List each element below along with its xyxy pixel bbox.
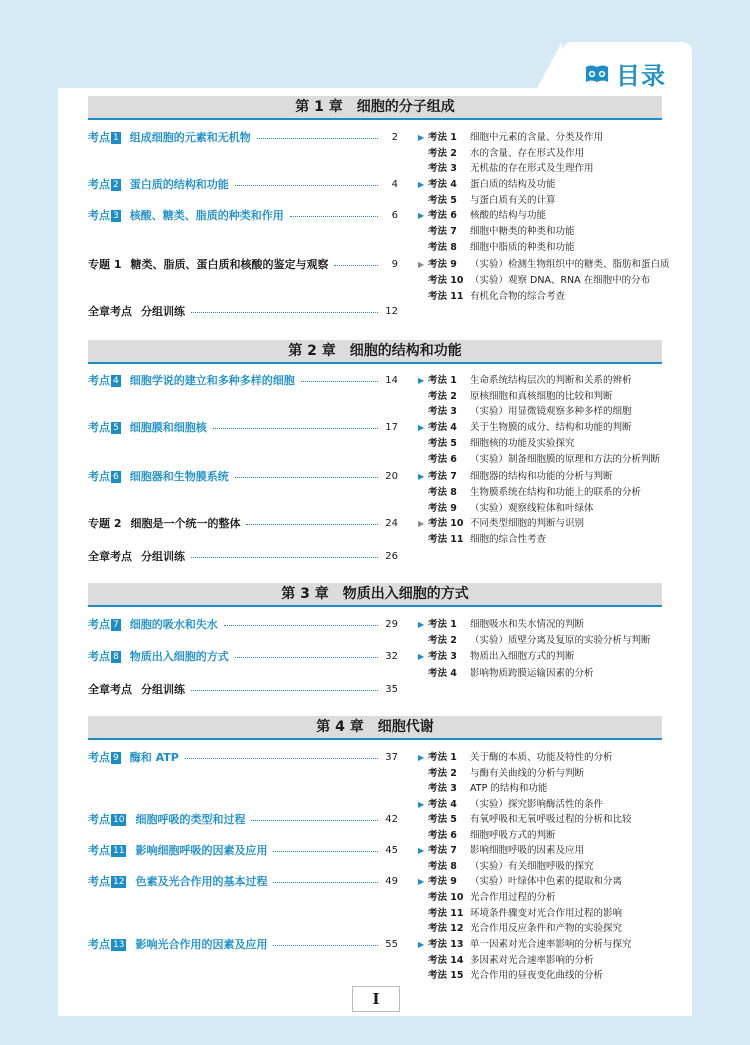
chapter-heading: 第 1 章 细胞的分子组成 [88,96,662,120]
arrow-icon: ▶ [418,423,425,432]
arrow-icon: ▶ [418,376,425,385]
entry-label: 考点 [88,938,110,951]
arrow-icon: ▶ [418,260,425,269]
leader-dots [290,216,378,217]
method-entry[interactable] [418,890,688,905]
arrow-icon: ▶ [418,133,425,142]
entry-number-badge: 8 [113,652,119,662]
method-title: 光合作用过程的分析 [470,892,556,903]
method-label: 考法 2 [428,635,457,646]
method-entry[interactable] [418,273,688,288]
entry-number-badge: 10 [113,815,125,825]
entry-title: 组成细胞的元素和无机物 [129,131,251,144]
entry-title: 酶和 ATP [129,751,179,764]
method-label: 考法 3 [428,163,457,174]
toc-entry[interactable] [88,208,408,224]
arrow-icon: ▶ [418,519,425,528]
method-label: 考法 4 [428,668,457,679]
entry-title: 细胞的吸水和失水 [129,618,218,631]
method-entry[interactable] [418,485,688,500]
entry-page-number: 6 [391,210,398,221]
toc-entry[interactable] [88,617,408,633]
method-entry[interactable] [418,906,688,921]
method-entry[interactable] [418,469,688,484]
method-label: 考法 3 [428,651,457,662]
entry-number-badge: 13 [113,940,125,950]
method-title: 关于酶的本质、功能及特性的分析 [470,752,613,763]
method-label: 考法 6 [428,830,457,841]
method-entry[interactable] [418,532,688,547]
method-entry[interactable] [418,389,688,404]
toc-entry[interactable] [88,420,408,436]
entry-page-number: 9 [391,259,398,270]
entry-page-number: 24 [385,518,398,529]
method-label: 考法 4 [428,179,457,190]
method-entry[interactable] [418,781,688,796]
entry-number-badge: 6 [113,472,119,482]
method-entry[interactable] [418,224,688,239]
method-entry[interactable] [418,828,688,843]
method-entry[interactable] [418,240,688,255]
method-title: 多因素对光合速率影响的分析 [470,955,594,966]
arrow-icon: ▶ [418,753,425,762]
method-title: 无机盐的存在形式及生理作用 [470,163,594,174]
method-label: 考法 13 [428,939,464,950]
entry-page-number: 42 [385,814,398,825]
leader-dots [301,381,378,382]
entry-title: 核酸、糖类、脂质的种类和作用 [129,209,284,222]
leader-dots [273,851,378,852]
toc-entry[interactable] [88,649,408,665]
toc-entry[interactable] [88,549,408,565]
method-entry[interactable] [418,452,688,467]
method-entry[interactable] [418,859,688,874]
method-entry[interactable] [418,617,688,632]
toc-entry[interactable] [88,304,408,320]
method-title: （实验）检测生物组织中的糖类、脂肪和蛋白质 [470,259,670,270]
entry-page-number: 35 [385,684,398,695]
entry-title: 分组训练 [141,305,185,318]
entry-number-badge: 11 [113,846,125,856]
method-title: 细胞器的结构和功能的分析与判断 [470,471,613,482]
method-title: 影响细胞呼吸的因素及应用 [470,845,585,856]
toc-entry[interactable] [88,682,408,698]
method-entry[interactable] [418,289,688,304]
method-label: 考法 9 [428,259,457,270]
method-label: 考法 6 [428,210,457,221]
toc-entry[interactable] [88,373,408,389]
toc-entry[interactable] [88,130,408,146]
method-title: （实验）探究影响酶活性的条件 [470,799,604,810]
entry-page-number: 14 [385,375,398,386]
page-number: I [352,986,400,1012]
arrow-icon: ▶ [418,846,425,855]
method-title: 有机化合物的综合考查 [470,291,566,302]
method-label: 考法 10 [428,518,464,529]
arrow-icon: ▶ [418,180,425,189]
entry-label: 考点 [88,875,110,888]
method-title: 单一因素对光合速率影响的分析与探究 [470,939,632,950]
method-entry[interactable] [418,953,688,968]
method-title: 细胞的综合性考查 [470,534,547,545]
method-entry[interactable] [418,501,688,516]
method-title: 细胞中脂质的种类和功能 [470,242,575,253]
method-entry[interactable] [418,766,688,781]
method-entry[interactable] [418,649,688,664]
method-label: 考法 8 [428,242,457,253]
entry-title: 影响光合作用的因素及应用 [135,938,268,951]
entry-title: 影响细胞呼吸的因素及应用 [135,844,268,857]
method-title: 细胞中元素的含量、分类及作用 [470,132,604,143]
leader-dots [191,557,378,558]
method-title: 环境条件骤变对光合作用过程的影响 [470,908,623,919]
entry-number-badge: 1 [113,133,119,143]
leader-dots [273,945,378,946]
leader-dots [191,312,378,313]
method-label: 考法 1 [428,375,457,386]
leader-dots [224,625,378,626]
entry-page-number: 20 [385,471,398,482]
entry-page-number: 17 [385,422,398,433]
toc-entry[interactable] [88,812,408,828]
method-title: ATP 的结构和功能 [470,783,548,794]
entry-page-number: 4 [391,179,398,190]
entry-number-badge: 2 [113,180,119,190]
method-title: 蛋白质的结构及功能 [470,179,556,190]
entry-label: 全章考点 [88,550,132,563]
method-entry[interactable] [418,750,688,765]
method-title: 原核细胞和真核细胞的比较和判断 [470,391,613,402]
method-title: 不同类型细胞的判断与识别 [470,518,585,529]
method-title: （实验）有关细胞呼吸的探究 [470,861,594,872]
entry-page-number: 2 [391,132,398,143]
arrow-icon: ▶ [418,800,425,809]
toc-entry[interactable] [88,516,408,532]
method-label: 考法 15 [428,970,464,981]
entry-label: 考点 [88,650,110,663]
toc-logo [584,56,666,91]
leader-dots [213,428,378,429]
method-label: 考法 2 [428,768,457,779]
entry-title: 细胞膜和细胞核 [129,421,207,434]
arrow-icon: ▶ [418,940,425,949]
method-entry[interactable] [418,208,688,223]
entry-number-badge: 3 [113,211,119,221]
toc-title: 目录 [616,62,666,90]
arrow-icon: ▶ [418,620,425,629]
method-title: 影响物质跨膜运输因素的分析 [470,668,594,679]
method-entry[interactable] [418,968,688,983]
leader-dots [251,820,378,821]
method-label: 考法 10 [428,892,464,903]
entry-title: 蛋白质的结构和功能 [129,178,229,191]
method-entry[interactable] [418,161,688,176]
entry-page-number: 49 [385,876,398,887]
method-entry[interactable] [418,516,688,531]
method-label: 考法 2 [428,148,457,159]
leader-dots [235,657,378,658]
method-title: 物质出入细胞方式的判断 [470,651,575,662]
method-label: 考法 10 [428,275,464,286]
entry-title: 细胞是一个统一的整体 [130,517,241,530]
entry-label: 全章考点 [88,683,132,696]
method-title: 细胞核的功能及实验探究 [470,438,575,449]
entry-label: 专题 2 [88,517,122,530]
method-label: 考法 11 [428,291,464,302]
method-entry[interactable] [418,921,688,936]
method-entry[interactable] [418,177,688,192]
method-title: （实验）制备细胞膜的原理和方法的分析判断 [470,454,661,465]
method-entry[interactable] [418,436,688,451]
method-title: 核酸的结构与功能 [470,210,547,221]
method-label: 考法 3 [428,406,457,417]
toc-entry[interactable] [88,257,408,273]
method-entry[interactable] [418,146,688,161]
entry-number-badge: 4 [113,376,119,386]
method-title: 光合作用反应条件和产物的实验探究 [470,923,623,934]
entry-number-badge: 5 [113,423,119,433]
entry-title: 色素及光合作用的基本过程 [135,875,268,888]
method-label: 考法 7 [428,845,457,856]
method-entry[interactable] [418,666,688,681]
chapter-heading: 第 4 章 细胞代谢 [88,716,662,740]
arrow-icon: ▶ [418,877,425,886]
method-label: 考法 4 [428,422,457,433]
method-label: 考法 7 [428,226,457,237]
method-title: 细胞吸水和失水情况的判断 [470,619,585,630]
method-entry[interactable] [418,937,688,952]
entry-label: 专题 1 [88,258,122,271]
method-label: 考法 1 [428,132,457,143]
method-title: 细胞中糖类的种类和功能 [470,226,575,237]
method-label: 考法 5 [428,438,457,449]
entry-page-number: 55 [385,939,398,950]
method-label: 考法 1 [428,752,457,763]
method-label: 考法 9 [428,503,457,514]
entry-page-number: 37 [385,752,398,763]
method-label: 考法 11 [428,534,464,545]
method-label: 考法 2 [428,391,457,402]
entry-label: 考点 [88,178,110,191]
method-label: 考法 5 [428,195,457,206]
entry-label: 全章考点 [88,305,132,318]
method-title: 关于生物膜的成分、结构和功能的判断 [470,422,632,433]
method-title: 与蛋白质有关的计算 [470,195,556,206]
toc-entry[interactable] [88,469,408,485]
method-entry[interactable] [418,812,688,827]
method-label: 考法 3 [428,783,457,794]
entry-title: 细胞学说的建立和多种多样的细胞 [129,374,295,387]
method-entry[interactable] [418,843,688,858]
entry-number-badge: 9 [113,753,119,763]
method-entry[interactable] [418,404,688,419]
method-entry[interactable] [418,633,688,648]
leader-dots [235,477,378,478]
entry-title: 细胞呼吸的类型和过程 [135,813,246,826]
method-title: 生物膜系统在结构和功能上的联系的分析 [470,487,642,498]
method-title: 光合作用的昼夜变化曲线的分析 [470,970,604,981]
entry-label: 考点 [88,131,110,144]
entry-label: 考点 [88,374,110,387]
method-label: 考法 5 [428,814,457,825]
method-title: 与酶有关曲线的分析与判断 [470,768,585,779]
leader-dots [191,690,378,691]
entry-page-number: 32 [385,651,398,662]
entry-page-number: 26 [385,551,398,562]
entry-title: 分组训练 [141,683,185,696]
method-label: 考法 8 [428,861,457,872]
entry-page-number: 29 [385,619,398,630]
entry-number-badge: 12 [113,877,125,887]
method-title: 细胞呼吸方式的判断 [470,830,556,841]
method-label: 考法 14 [428,955,464,966]
entry-title: 糖类、脂质、蛋白质和核酸的鉴定与观察 [130,258,329,271]
toc-entry[interactable] [88,843,408,859]
entry-label: 考点 [88,844,110,857]
method-title: （实验）观察线粒体和叶绿体 [470,503,594,514]
entry-label: 考点 [88,209,110,222]
entry-page-number: 12 [385,306,398,317]
chapter-heading: 第 3 章 物质出入细胞的方式 [88,583,662,607]
method-title: （实验）质壁分离及复原的实验分析与判断 [470,635,651,646]
entry-label: 考点 [88,618,110,631]
method-title: （实验）叶绿体中色素的提取和分离 [470,876,623,887]
leader-dots [273,882,378,883]
chapter-heading: 第 2 章 细胞的结构和功能 [88,340,662,364]
method-entry[interactable] [418,373,688,388]
arrow-icon: ▶ [418,472,425,481]
method-entry[interactable] [418,874,688,889]
leader-dots [334,265,378,266]
arrow-icon: ▶ [418,211,425,220]
method-label: 考法 11 [428,908,464,919]
method-title: 有氧呼吸和无氧呼吸过程的分析和比较 [470,814,632,825]
book-glasses-icon [584,63,610,85]
entry-label: 考点 [88,421,110,434]
method-title: （实验）观察 DNA、RNA 在细胞中的分布 [470,275,651,286]
entry-label: 考点 [88,751,110,764]
entry-label: 考点 [88,813,110,826]
toc-entry[interactable] [88,177,408,193]
method-title: 生命系统结构层次的判断和关系的辨析 [470,375,632,386]
arrow-icon: ▶ [418,652,425,661]
method-label: 考法 7 [428,471,457,482]
method-label: 考法 1 [428,619,457,630]
method-label: 考法 9 [428,876,457,887]
leader-dots [185,758,378,759]
entry-label: 考点 [88,470,110,483]
leader-dots [235,185,378,186]
entry-title: 物质出入细胞的方式 [129,650,229,663]
toc-entry[interactable] [88,874,408,890]
entry-page-number: 45 [385,845,398,856]
method-title: 水的含量、存在形式及作用 [470,148,585,159]
method-label: 考法 6 [428,454,457,465]
method-title: （实验）用显微镜观察多种多样的细胞 [470,406,632,417]
entry-number-badge: 7 [113,620,119,630]
entry-title: 分组训练 [141,550,185,563]
leader-dots [246,524,378,525]
method-label: 考法 8 [428,487,457,498]
entry-title: 细胞器和生物膜系统 [129,470,229,483]
method-label: 考法 4 [428,799,457,810]
toc-entry[interactable] [88,750,408,766]
leader-dots [257,138,378,139]
method-entry[interactable] [418,193,688,208]
method-entry[interactable] [418,420,688,435]
method-entry[interactable] [418,130,688,145]
method-entry[interactable] [418,257,688,272]
method-label: 考法 12 [428,923,464,934]
method-entry[interactable] [418,797,688,812]
toc-entry[interactable] [88,937,408,953]
